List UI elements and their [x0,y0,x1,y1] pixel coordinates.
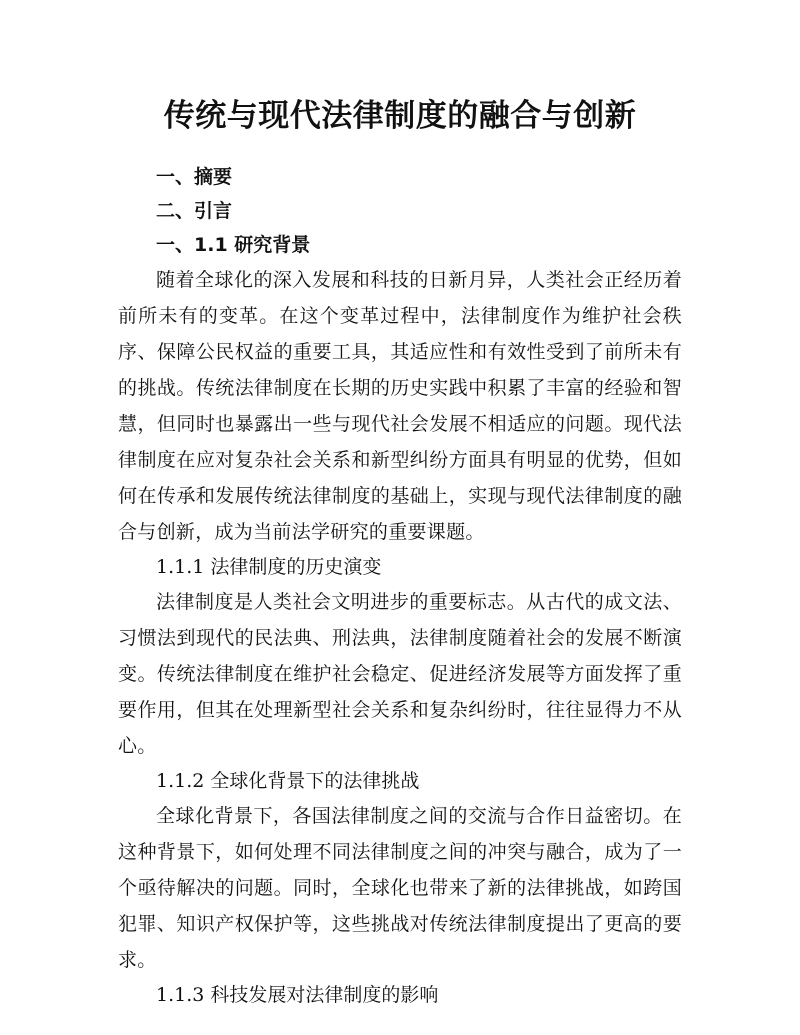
section-abstract-heading: 一、摘要 [156,166,233,188]
subsection-1-1-2-heading: 1.1.2 全球化背景下的法律挑战 [156,770,420,792]
section-intro-heading: 二、引言 [156,200,233,222]
paragraph-history: 法律制度是人类社会文明进步的重要标志。从古代的成文法、习惯法到现代的民法典、刑法典，法律制度随着社会的发展不断演变。传统法律制度在维护社会稳定、促进经济发展等方面发挥了重要作用，但其在处理新型社会关系和复杂纠纷时，往往显得力不从心。 [118,591,682,757]
paragraph-globalization: 全球化背景下，各国法律制度之间的交流与合作日益密切。在这种背景下，如何处理不同法律制度之间的冲突与融合，成为了一个亟待解决的问题。同时，全球化也带来了新的法律挑战，如跨国犯罪、知识产权保护等，这些挑战对传统法律制度提出了更高的要求。 [118,805,682,971]
document-title: 传统与现代法律制度的融合与创新 [163,98,637,134]
paragraph-background: 随着全球化的深入发展和科技的日新月异，人类社会正经历着前所未有的变革。在这个变革过程中，法律制度作为维护社会秩序、保障公民权益的重要工具，其适应性和有效性受到了前所未有的挑战。传统法律制度在长期的历史实践中积累了丰富的经验和智慧，但同时也暴露出一些与现代社会发展不相适应的问题。现代法律制度在应对复杂社会关系和新型纠纷方面具有明显的优势，但如何在传承和发展传统法律制度的基础上，实现与现代法律制度的融合与创新，成为当前法学研究的重要课题。 [118,269,682,543]
section-background-heading: 一、1.1 研究背景 [156,234,311,256]
subsection-1-1-3-heading: 1.1.3 科技发展对法律制度的影响 [156,984,439,1006]
subsection-1-1-1-heading: 1.1.1 法律制度的历史演变 [156,556,382,578]
